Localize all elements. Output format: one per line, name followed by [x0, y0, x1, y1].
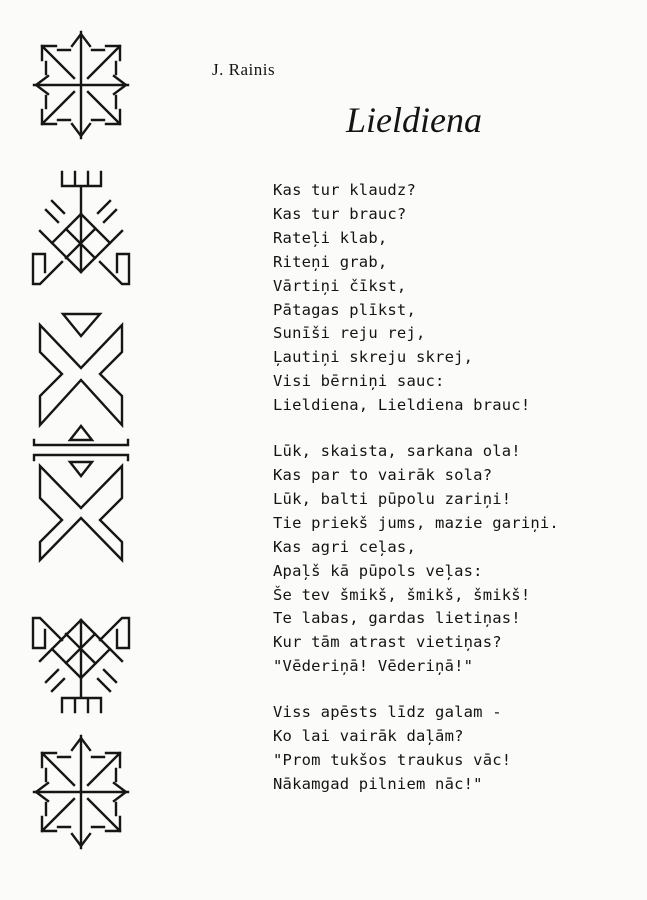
poem-line: Še tev šmikš, šmikš, šmikš! — [273, 585, 531, 604]
stanza-3 — [273, 701, 559, 797]
poem-line: Kas tur klaudz? — [273, 181, 416, 199]
poem-line: Lūk, skaista, sarkana ola! — [273, 442, 521, 461]
poem-line: Viss apēsts līdz galam - — [273, 703, 502, 722]
star-ornament-bottom — [34, 736, 128, 848]
poem-line: Kas tur brauc? — [273, 204, 407, 223]
poem-body — [273, 179, 559, 819]
poem-line: Ļautiņi skreju skrej, — [273, 348, 474, 367]
poem-line: Kas agri ceļas, — [273, 537, 416, 556]
poem-line: Ko lai vairāk daļām? — [273, 727, 464, 746]
poem-line: Nākamgad pilniem nāc!" — [273, 774, 483, 793]
stanza-2 — [273, 440, 559, 679]
tree-ornament-bottom — [33, 618, 129, 712]
poem-line: Pātagas plīkst, — [273, 300, 416, 319]
poem-title: Lieldiena — [346, 100, 482, 140]
poem-line: Te labas, gardas lietiņas! — [273, 609, 521, 628]
poem-line: Lieldiena, Lieldiena brauc! — [273, 396, 531, 415]
author-name: J. Rainis — [212, 60, 276, 79]
poem-line: Tie priekš jums, mazie gariņi. — [273, 513, 559, 532]
poem-line: Kur tām atrast vietiņas? — [273, 633, 502, 652]
poem-line: Kas par to vairāk sola? — [273, 465, 493, 484]
poem-line: "Vēderiņā! Vēderiņā!" — [273, 657, 474, 676]
x-ornament-2 — [34, 455, 128, 560]
poem-line: Sunīši reju rej, — [273, 324, 426, 343]
folk-ornament-border — [0, 0, 160, 900]
poem-line: Vārtiņi čīkst, — [273, 276, 407, 295]
poem-line: Rateļi klab, — [273, 228, 388, 247]
poem-line: Apaļš kā pūpols veļas: — [273, 561, 483, 580]
poem-line: "Prom tukšos traukus vāc! — [273, 750, 512, 769]
poem-line: Riteņi grab, — [273, 252, 388, 271]
poem-line: Visi bērniņi sauc: — [273, 372, 445, 391]
tree-ornament-top — [33, 172, 129, 284]
stanza-1 — [273, 179, 559, 418]
poem-line: Lūk, balti pūpolu zariņi! — [273, 489, 512, 508]
x-ornament-1 — [34, 314, 128, 445]
star-ornament-top — [34, 32, 128, 138]
